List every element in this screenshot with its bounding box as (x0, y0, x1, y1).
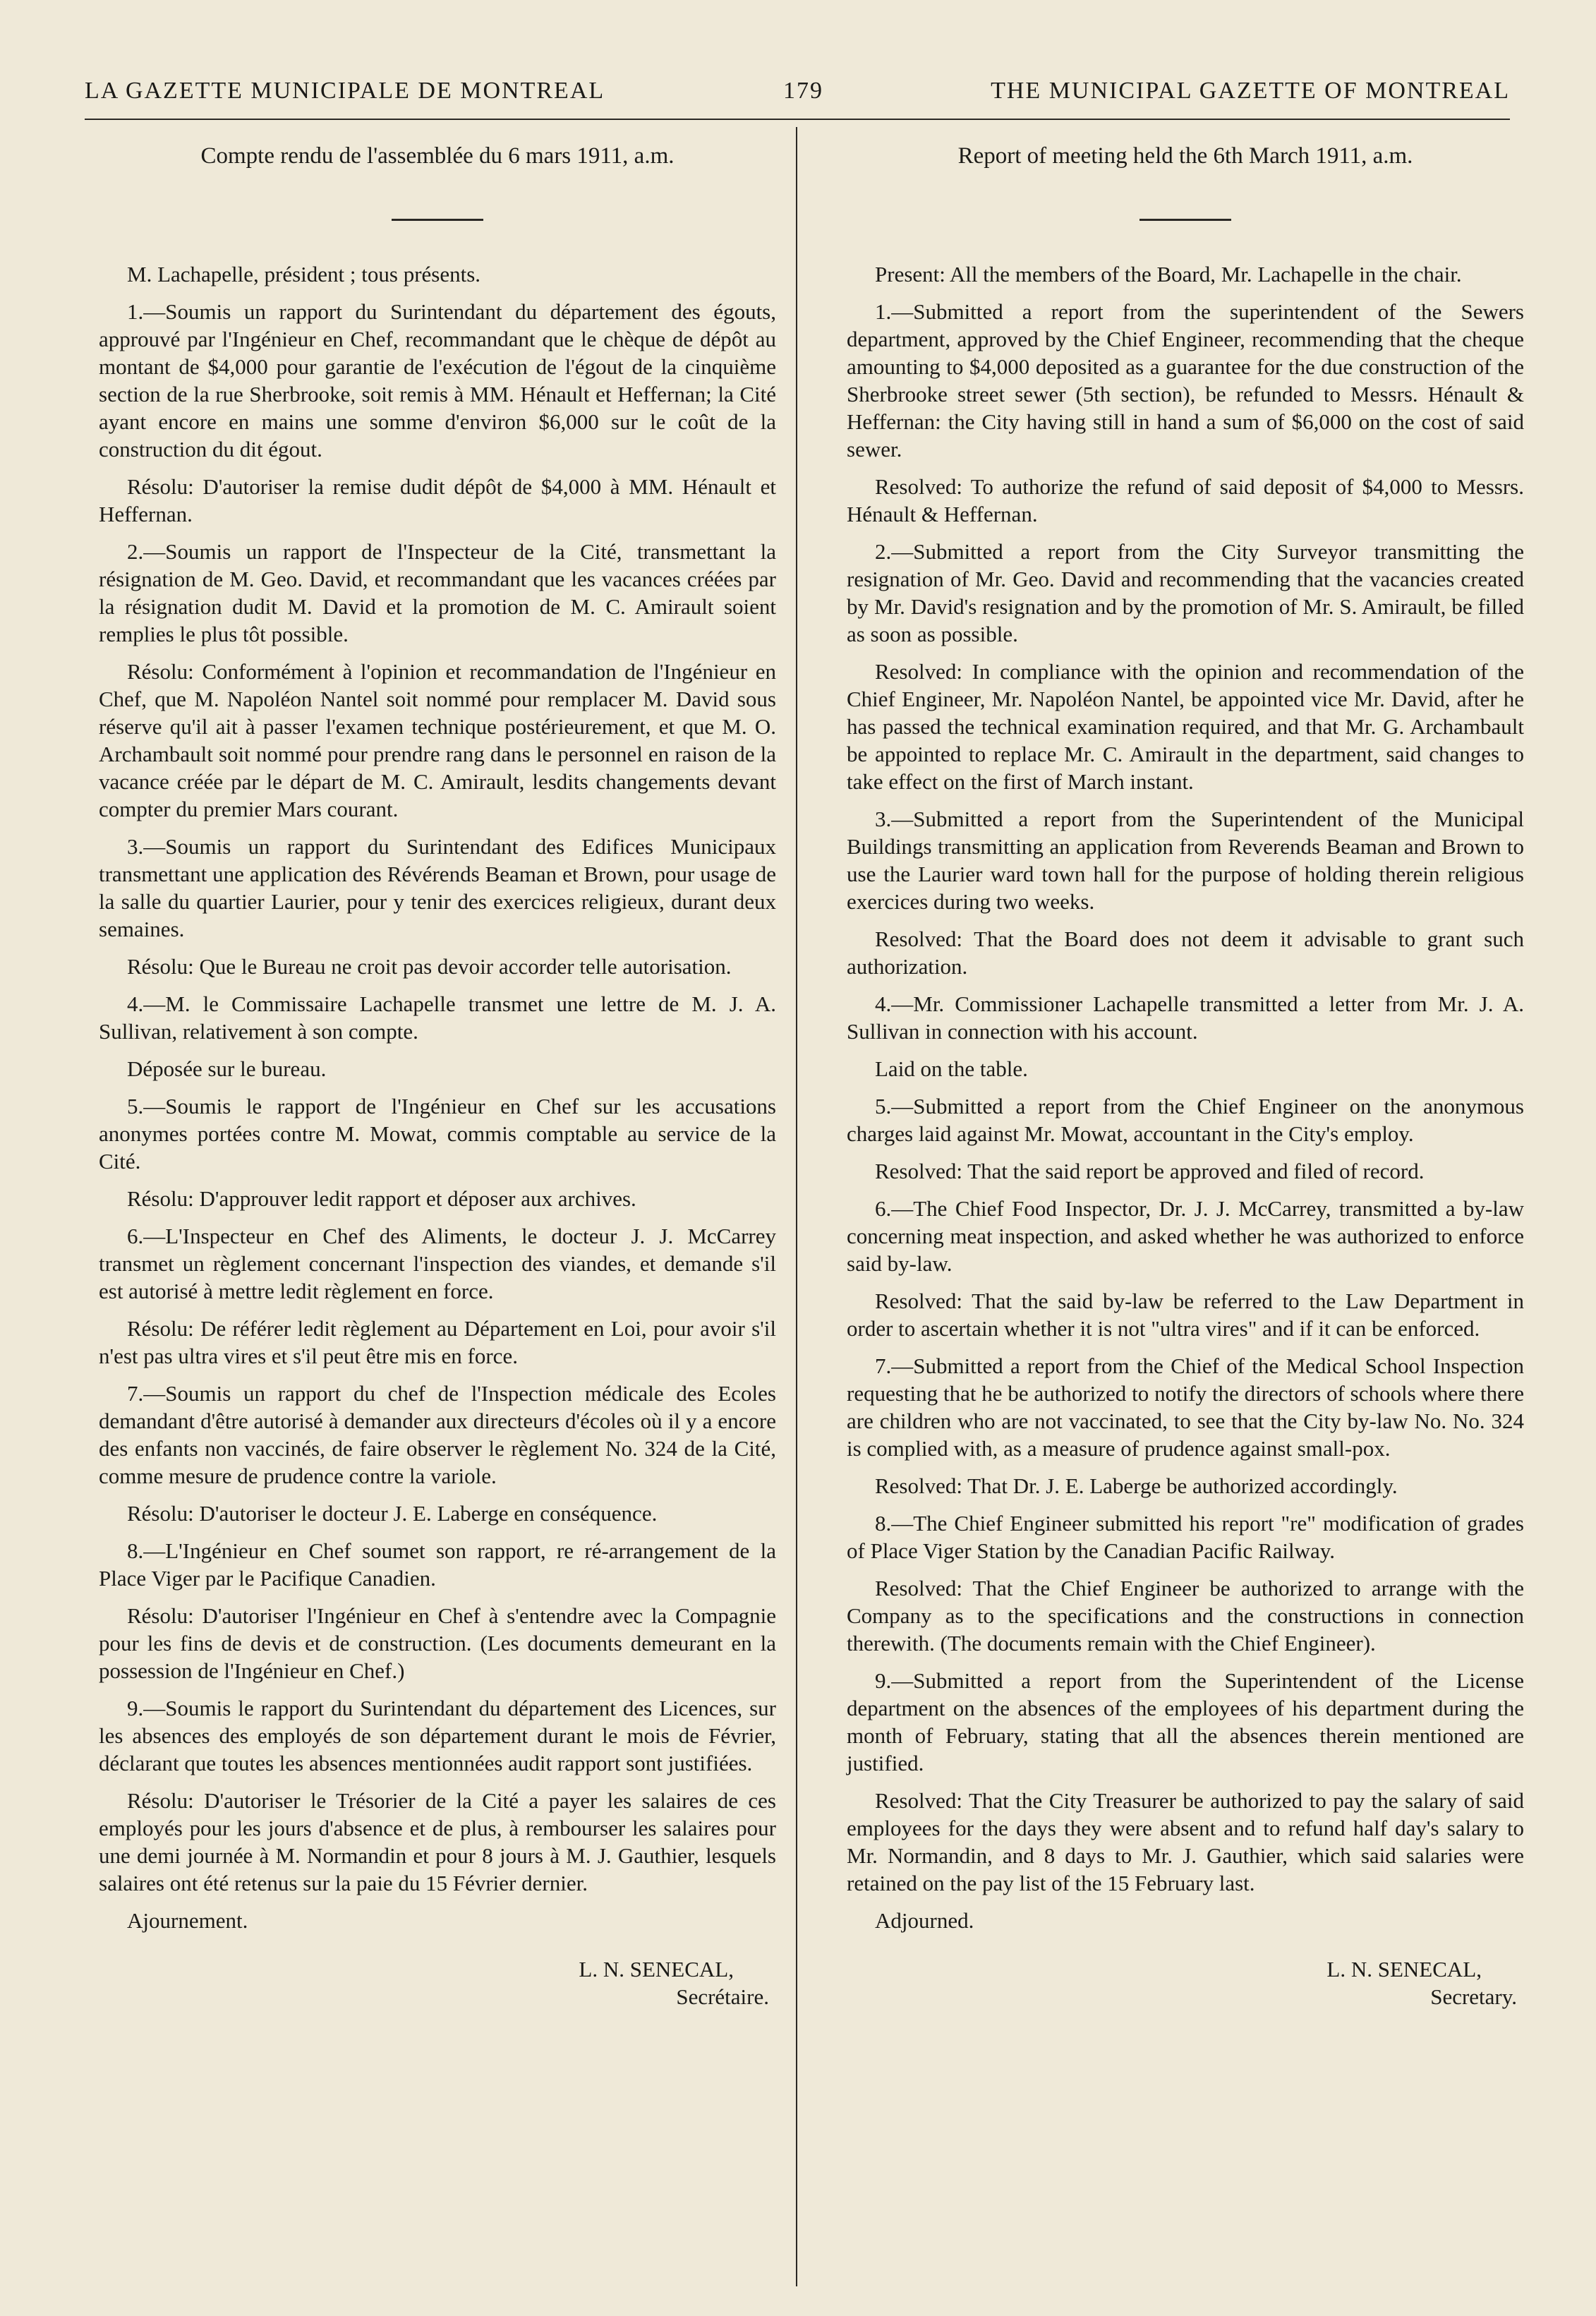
english-paragraph: 2.—Submitted a report from the City Surveyor transmitting the resignation of Mr. Geo. David and recommending that the vacancies created by Mr. David's resignation and by the promotion of Mr. S. Amirault, be filled as soon as possible. (847, 539, 1524, 646)
english-paragraph: 7.—Submitted a report from the Chief of the Medical School Inspection requesting that he be authorized to notify the directors of schools where there are children who are not vaccinated, to see that the City by-law No. No. 324 is complied with, as a measure of prudence against small-pox. (847, 1353, 1524, 1461)
header-english-title: THE MUNICIPAL GAZETTE OF MONTREAL (991, 78, 1510, 104)
english-paragraph: 4.—Mr. Commissioner Lachapelle transmitted a letter from Mr. J. A. Sullivan in connection with his account. (847, 991, 1524, 1044)
french-paragraph: 9.—Soumis le rapport du Surintendant du département des Licences, sur les absences des employés de son département durant le mois de Février, déclarant que toutes les absences mentionnées audit rapport sont justifiées. (99, 1696, 776, 1775)
french-paragraph: 4.—M. le Commissaire Lachapelle transmet une lettre de M. J. A. Sullivan, relativement à son compte. (99, 991, 776, 1044)
english-paragraph: 1.—Submitted a report from the superintendent of the Sewers department, approved by the Chief Engineer, recommending that the cheque amounting to $4,000 deposited as a guarantee for the due construction of the Sherbrooke street sewer (5th section), be refunded to Messrs. Hénault & Heffernan: the City having still in hand a sum of $6,000 on the cost of said sewer. (847, 299, 1524, 462)
english-paragraph: Resolved: That the said report be approved and filed of record. (875, 1159, 1425, 1183)
english-paragraph: 5.—Submitted a report from the Chief Engineer on the anonymous charges laid against Mr. Mowat, accountant in the City's employ. (847, 1094, 1524, 1146)
english-paragraph: Resolved: That the Board does not deem it advisable to grant such authorization. (847, 927, 1524, 979)
french-paragraph: 5.—Soumis le rapport de l'Ingénieur en Chef sur les accusations anonymes portées contre M. Mowat, commis comptable au service de la Cité. (99, 1094, 776, 1174)
english-signature-title: Secretary. (1430, 1984, 1517, 2009)
french-minutes-body (99, 260, 776, 1934)
french-paragraph: Résolu: Que le Bureau ne croit pas devoir accorder telle autorisation. (127, 954, 732, 979)
english-paragraph: 6.—The Chief Food Inspector, Dr. J. J. McCarrey, transmitted a by-law concerning meat inspection, and asked whether he was authorized to enforce said by-law. (847, 1196, 1524, 1276)
french-paragraph: 2.—Soumis un rapport de l'Inspecteur de la Cité, transmettant la résignation de M. Geo. David, et recommandant que les vacances créées par la résignation dudit M. David et la promotion de M. C. Amirault soient remplies le plus tôt possible. (99, 539, 776, 646)
french-minutes-title: Compte rendu de l'assemblée du 6 mars 1911, a.m. (200, 143, 675, 169)
french-title-rule (392, 219, 483, 221)
english-paragraph: Resolved: That Dr. J. E. Laberge be authorized accordingly. (875, 1473, 1398, 1498)
page-number: 179 (783, 78, 823, 104)
french-column (99, 131, 776, 2010)
english-paragraph: 8.—The Chief Engineer submitted his report "re" modification of grades of Place Viger Station by the Canadian Pacific Railway. (847, 1511, 1524, 1563)
french-paragraph: 1.—Soumis un rapport du Surintendant du département des égouts, approuvé par l'Ingénieur en Chef, recommandant que le chèque de dépôt au montant de $4,000 pour garantie de l'exécution de l'égout de la cinquième section de la rue Sherbrooke, soit remis à MM. Hénault et Heffernan; la Cité ayant encore en mains une somme d'environ $6,000 sur le coût de la construction du dit égout. (99, 299, 776, 462)
column-divider (796, 127, 797, 2286)
english-title-rule (1139, 219, 1231, 221)
english-paragraph: Resolved: That the Chief Engineer be authorized to arrange with the Company as to the specifications and the constructions in connection therewith. (The documents remain with the Chief Engineer). (847, 1576, 1524, 1655)
english-paragraph: Resolved: To authorize the refund of said deposit of $4,000 to Messrs. Hénault & Heffernan. (847, 474, 1524, 526)
header-french-title: LA GAZETTE MUNICIPALE DE MONTREAL (85, 78, 605, 104)
header-rule (85, 119, 1510, 120)
french-paragraph: Résolu: D'autoriser le docteur J. E. Laberge en conséquence. (127, 1501, 658, 1526)
french-signature-title: Secrétaire. (676, 1984, 769, 2009)
english-minutes-title: Report of meeting held the 6th March 1911, a.m. (957, 143, 1413, 169)
english-paragraph: Present: All the members of the Board, Mr. Lachapelle in the chair. (875, 262, 1462, 287)
english-column (847, 131, 1524, 2010)
french-paragraph: Résolu: De référer ledit règlement au Département en Loi, pour avoir s'il n'est pas ultra vires et s'il peut être mis en force. (99, 1316, 776, 1368)
french-paragraph: Ajournement. (127, 1908, 248, 1933)
french-paragraph: 7.—Soumis un rapport du chef de l'Inspection médicale des Ecoles demandant d'être autorisé à demander aux directeurs d'écoles où il y a encore des enfants non vaccinés, de faire observer le règlement No. 324 de la Cité, comme mesure de prudence contre la variole. (99, 1381, 776, 1488)
french-paragraph: 3.—Soumis un rapport du Surintendant des Edifices Municipaux transmettant une application des Révérends Beaman et Brown, pour usage de la salle du quartier Laurier, pour y tenir des exercices religieux, durant deux semaines. (99, 834, 776, 941)
english-minutes-body (847, 260, 1524, 1934)
english-paragraph: Resolved: That the said by-law be referred to the Law Department in order to ascertain whether it is not "ultra vires" and if it can be enforced. (847, 1289, 1524, 1341)
english-paragraph: Resolved: In compliance with the opinion and recommendation of the Chief Engineer, Mr. Napoléon Nantel, be appointed vice Mr. David, after he has passed the technical examination required, and that Mr. G. Archambault be appointed to replace Mr. C. Amirault in the department, said changes to take effect on the first of March instant. (847, 659, 1524, 794)
english-paragraph: 3.—Submitted a report from the Superintendent of the Municipal Buildings transmitting an application from Reverends Beaman and Brown to use the Laurier ward town hall for the purpose of holding therein religious exercices during two weeks. (847, 807, 1524, 914)
french-paragraph: 8.—L'Ingénieur en Chef soumet son rapport, re ré-arrangement de la Place Viger par le Pacifique Canadien. (99, 1538, 776, 1591)
french-paragraph: Résolu: Conformément à l'opinion et recommandation de l'Ingénieur en Chef, que M. Napoléon Nantel soit nommé pour remplacer M. David sous réserve qu'il ait à passer l'examen technique postérieurement, et que M. O. Archambault soit nommé pour prendre rang dans le personnel en raison de la vacance créée par le départ de M. C. Amirault, lesdits changements devant compter du premier Mars courant. (99, 659, 776, 821)
french-paragraph: Résolu: D'autoriser l'Ingénieur en Chef à s'entendre avec la Compagnie pour les fins de devis et de construction. (Les documents demeurant en la possession de l'Ingénieur en Chef.) (99, 1603, 776, 1683)
english-signature-name: L. N. SENECAL, (1326, 1957, 1482, 1982)
page-header (85, 78, 1510, 120)
french-paragraph: 6.—L'Inspecteur en Chef des Aliments, le docteur J. J. McCarrey transmet un règlement concernant l'inspection des viandes, et demande s'il est autorisé à mettre ledit règlement en force. (99, 1224, 776, 1303)
french-signature (99, 1955, 776, 2010)
english-paragraph: Laid on the table. (875, 1056, 1028, 1081)
french-paragraph: Résolu: D'autoriser la remise dudit dépôt de $4,000 à MM. Hénault et Heffernan. (99, 474, 776, 526)
french-paragraph: Résolu: D'autoriser le Trésorier de la Cité a payer les salaires de ces employés pour les jours d'absence et de plus, à rembourser les salaires pour une demi journée à M. Normandin et pour 8 jours à M. J. Gauthier, lesquels salaires ont été retenus sur la paie du 15 Février dernier. (99, 1788, 776, 1895)
english-paragraph: Adjourned. (875, 1908, 974, 1933)
french-paragraph: Résolu: D'approuver ledit rapport et déposer aux archives. (127, 1186, 636, 1211)
french-paragraph: Déposée sur le bureau. (127, 1056, 327, 1081)
english-paragraph: Resolved: That the City Treasurer be authorized to pay the salary of said employees for the days they were absent and to refund half day's salary to Mr. Normandin, and 8 days to Mr. J. Gauthier, which said salaries were retained on the pay list of the 15 February last. (847, 1788, 1524, 1895)
french-signature-name: L. N. SENECAL, (579, 1957, 734, 1982)
english-paragraph: 9.—Submitted a report from the Superintendent of the License department on the absences of the employees of his department during the month of February, stating that all the absences therein mentioned are justified. (847, 1668, 1524, 1775)
french-paragraph: M. Lachapelle, président ; tous présents. (127, 262, 481, 287)
english-signature (847, 1955, 1524, 2010)
